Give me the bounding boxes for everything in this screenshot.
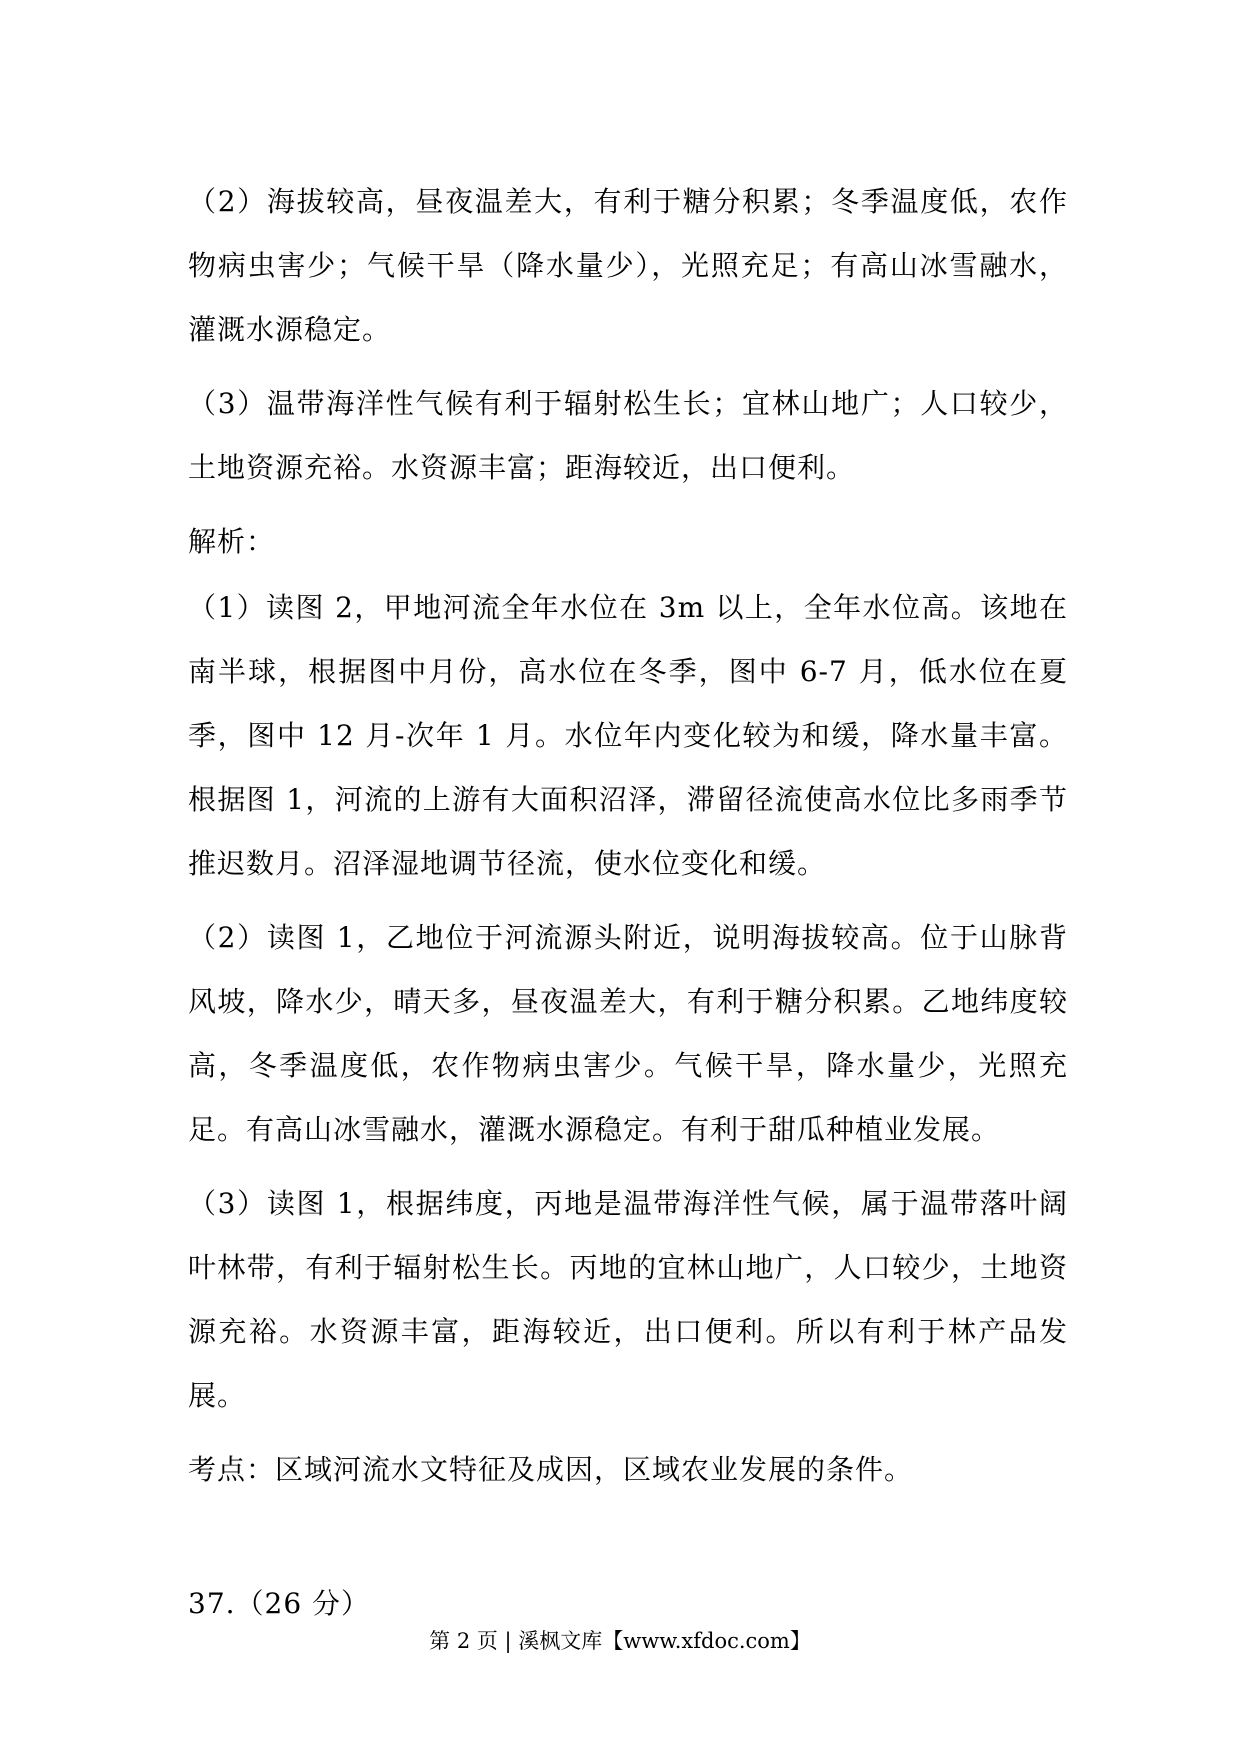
answer-part-2: （2）海拔较高，昼夜温差大，有利于糖分积累；冬季温度低，农作物病虫害少；气候干旱（降水量少），光照充足；有高山冰雪融水，灌溉水源稳定。 bbox=[188, 185, 1068, 346]
document-body bbox=[188, 170, 1068, 1646]
exam-point: 考点：区域河流水文特征及成因，区域农业发展的条件。 bbox=[188, 1453, 914, 1486]
page-footer: 第 2 页 | 溪枫文库【www.xfdoc.com】 bbox=[429, 1629, 811, 1653]
analysis-part-3: （3）读图 1，根据纬度，丙地是温带海洋性气候，属于温带落叶阔叶林带，有利于辐射松生长。丙地的宜林山地广，人口较少，土地资源充裕。水资源丰富，距海较近，出口便利。所以有利于林产品发展。 bbox=[188, 1187, 1068, 1412]
analysis-part-2: （2）读图 1，乙地位于河流源头附近，说明海拔较高。位于山脉背风坡，降水少，晴天多，昼夜温差大，有利于糖分积累。乙地纬度较高，冬季温度低，农作物病虫害少。气候干旱，降水量少，光照充足。有高山冰雪融水，灌溉水源稳定。有利于甜瓜种植业发展。 bbox=[188, 921, 1068, 1146]
spacer bbox=[188, 1512, 1068, 1572]
analysis-part-1: （1）读图 2，甲地河流全年水位在 3m 以上，全年水位高。该地在南半球，根据图中月份，高水位在冬季，图中 6-7 月，低水位在夏季，图中 12 月-次年 1 月。水位年内变化较为和缓，降水量丰富。根据图 1，河流的上游有大面积沼泽，滞留径流使高水位比多雨季节推迟数月。沼泽湿地调节径流，使水位变化和缓。 bbox=[188, 591, 1068, 880]
analysis-heading: 解析： bbox=[188, 525, 276, 558]
question-heading: 37.（26 分） bbox=[188, 1587, 371, 1620]
answer-part-3: （3）温带海洋性气候有利于辐射松生长；宜林山地广；人口较少，土地资源充裕。水资源丰富；距海较近，出口便利。 bbox=[188, 387, 1068, 484]
